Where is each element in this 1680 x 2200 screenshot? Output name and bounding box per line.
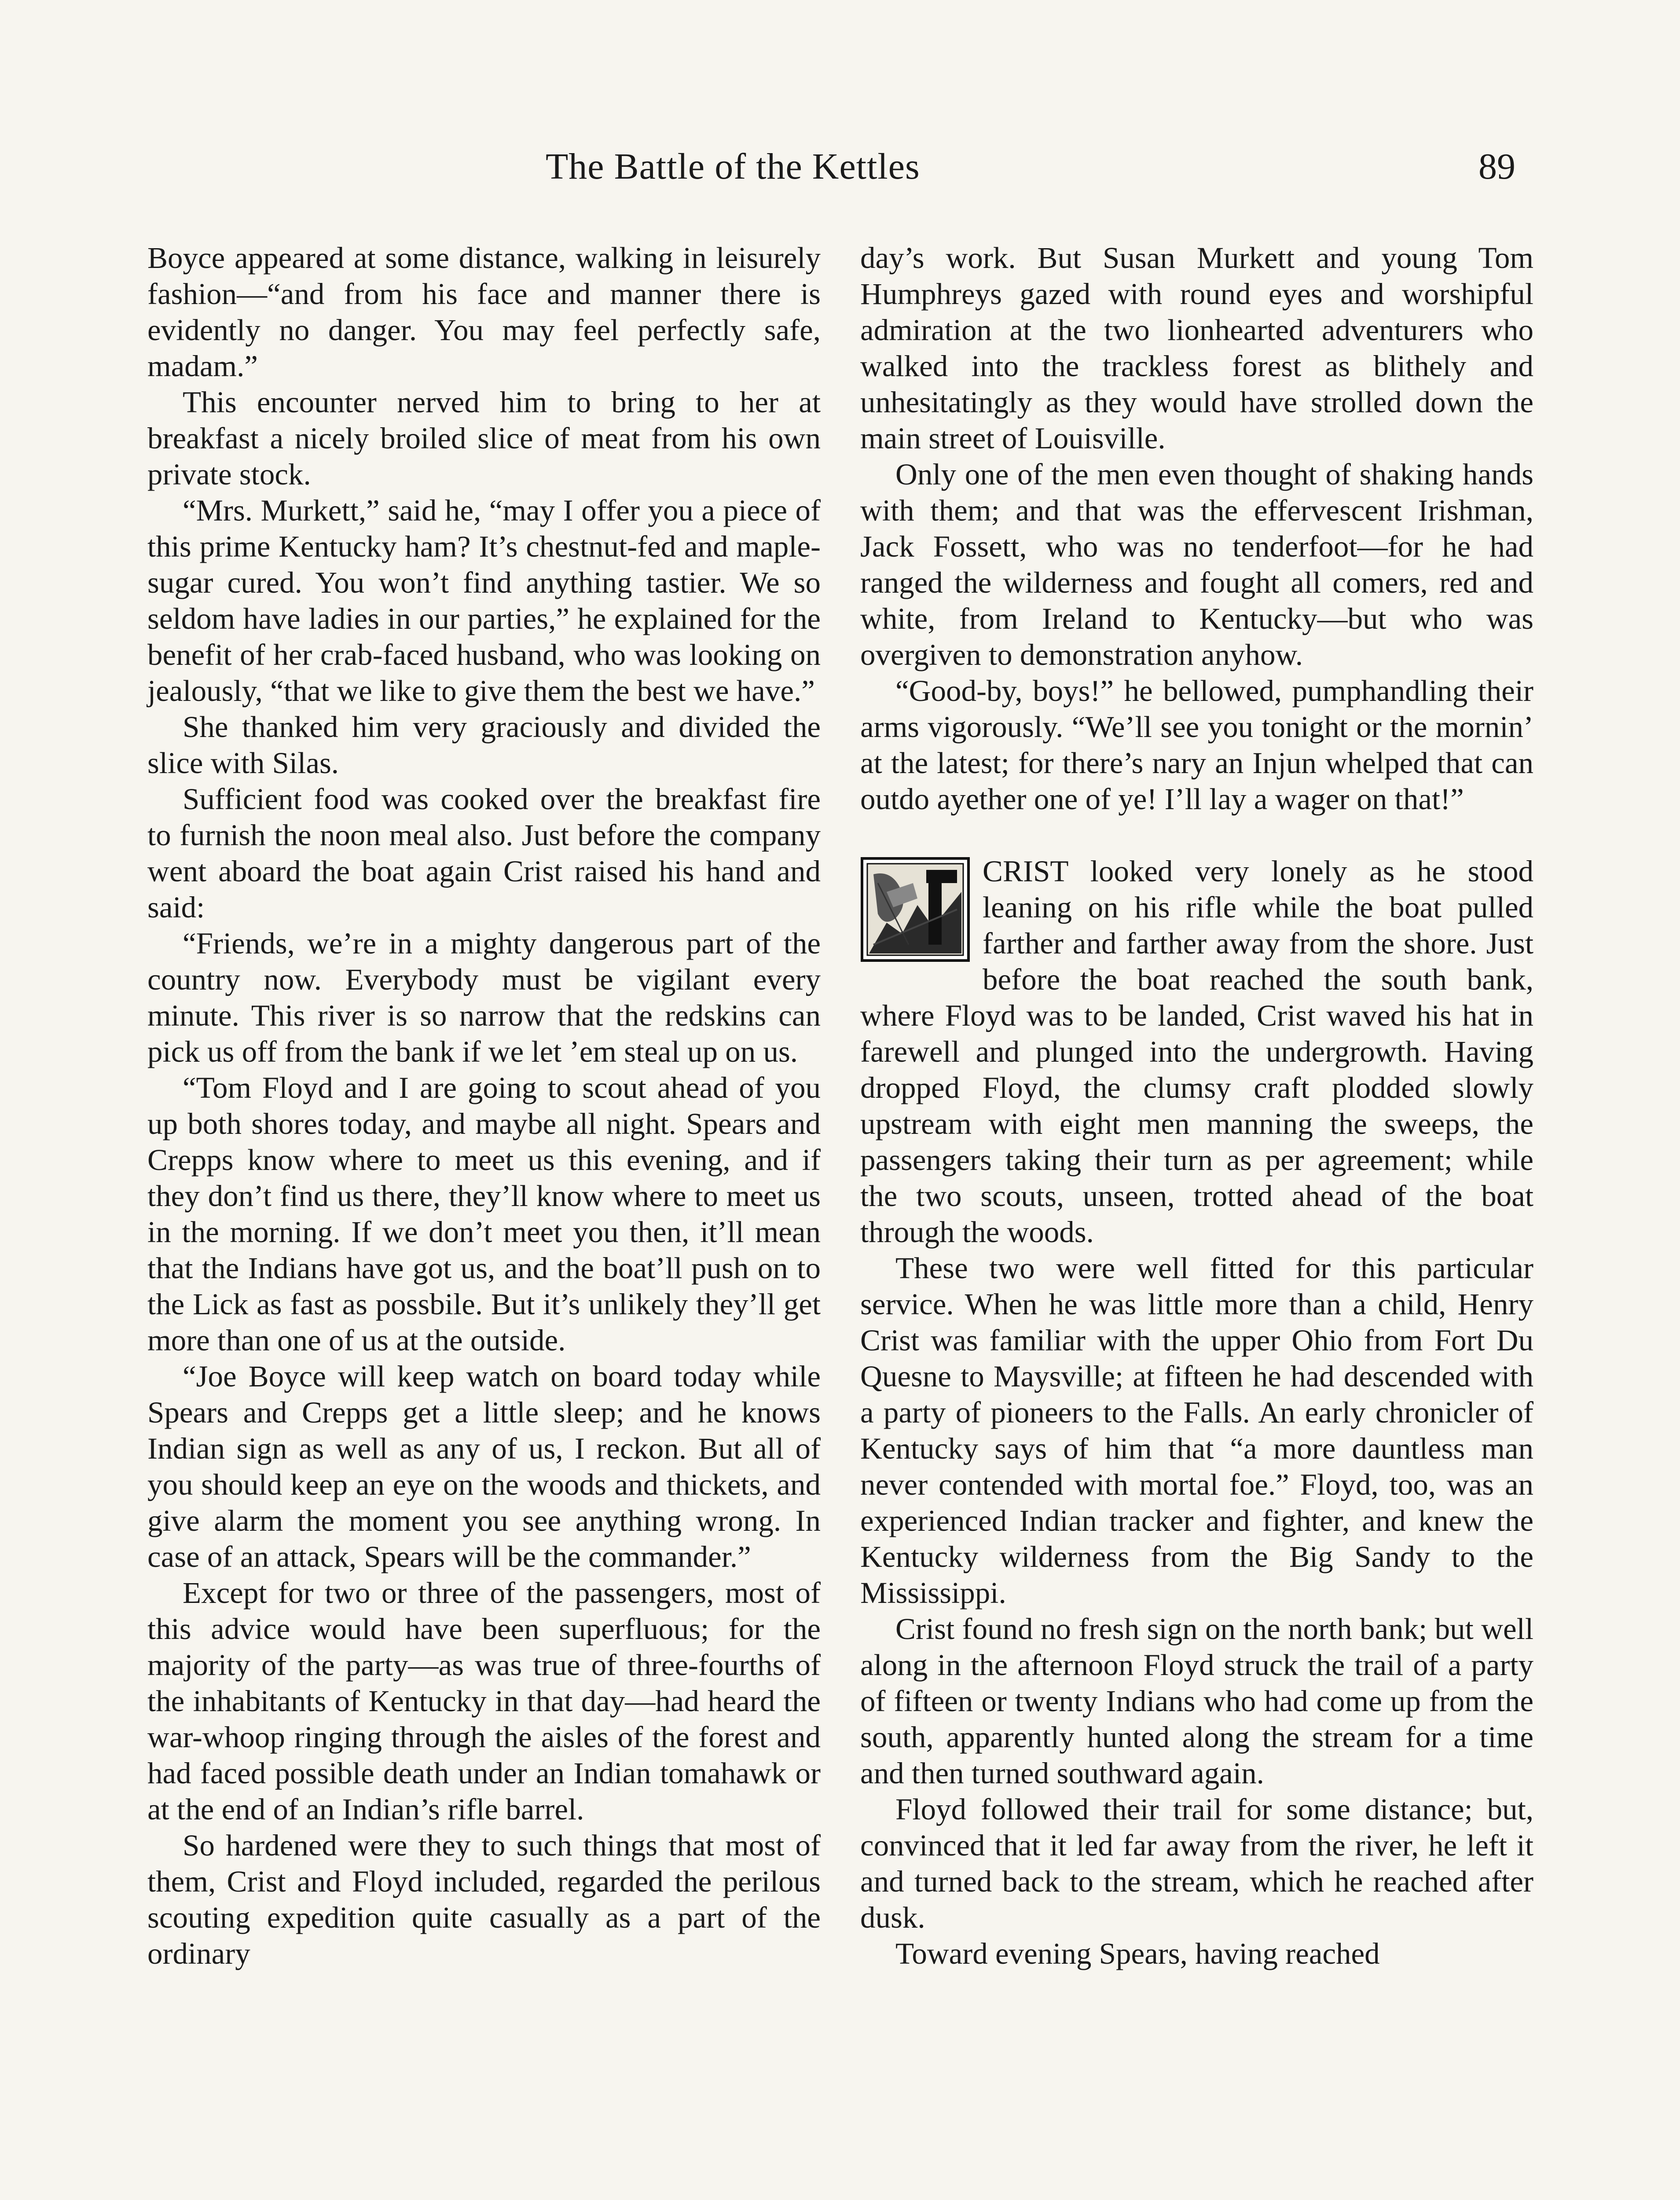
- paragraph: So hardened were they to such things that most of them, Crist and Floyd included, regarded the perilous scouting expedition quite casually as a part of the ordinary: [147, 1829, 821, 1970]
- page-number: 89: [1478, 146, 1515, 187]
- running-title: The Battle of the Kettles: [546, 146, 920, 187]
- dropcap-paragraph: CRIST looked very lonely as he stood leaning on his rifle while the boat pulled farther and farther away from the shore. Just before the boat reached the south bank, where Floyd was to be landed, Crist waved his hat in farewell and plunged into the undergrowth. Having dropped Floyd, the clumsy craft plodded slowly upstream with eight men manning the sweeps, the passengers taking their turn as per agreement; while the two scouts, unseen, trotted ahead of the boat through the woods.: [860, 854, 1533, 1249]
- paragraph: Floyd followed their trail for some distance; but, convinced that it led far away from the river, he left it and turned back to the stream, which he reached after dusk.: [860, 1793, 1533, 1934]
- paragraph: Crist found no fresh sign on the north bank; but well along in the afternoon Floyd struck the trail of a party of fifteen or twenty Indians who had come up from the south, apparently hunted along the stream for a time and then turned southward again.: [860, 1612, 1533, 1790]
- paragraph: Toward evening Spears, having reached: [895, 1937, 1380, 1970]
- paragraph: These two were well fitted for this particular service. When he was little more than a child, Henry Crist was familiar with the upper Ohio from Fort Du Quesne to Maysville; at fifteen he had descended with a party of pioneers to the Falls. An early chronicler of Kentucky says of him that “a more dauntless man never contended with mortal foe.” Floyd, too, was an experienced Indian tracker and fighter, and knew the Kentucky wilderness from the Big Sandy to the Mississippi.: [860, 1251, 1533, 1610]
- paragraph: Boyce appeared at some distance, walking in leisurely fashion—“and from his face and manner there is evidently no danger. You may feel perfectly safe, madam.”: [147, 241, 821, 383]
- paragraph: “Good-by, boys!” he bellowed, pumphandling their arms vigorously. “We’ll see you tonight or the mornin’ at the latest; for there’s nary an Injun whelped that can outdo ayether one of ye! I’ll lay a wager on that!”: [860, 674, 1533, 816]
- paragraph: She thanked him very graciously and divided the slice with Silas.: [147, 710, 821, 780]
- paragraph: day’s work. But Susan Murkett and young Tom Humphreys gazed with round eyes and worshipful admiration at the two lionhearted adventurers who walked into the trackless forest as blithely and unhesitatingly as they would have strolled down the main street of Louisville.: [860, 241, 1533, 455]
- paragraph: Only one of the men even thought of shaking hands with them; and that was the effervescent Irishman, Jack Fossett, who was no tenderfoot—for he had ranged the wilderness and fought all comers, red and white, from Ireland to Kentucky—but who was overgiven to demonstration anyhow.: [860, 458, 1533, 671]
- right-text-column: [860, 240, 1533, 1972]
- paragraph: “Tom Floyd and I are going to scout ahead of you up both shores today, and maybe all night. Spears and Crepps know where to meet us this evening, and if they don’t find us there, they’ll know where to meet us in the morning. If we don’t meet you then, it’ll mean that the Indians have got us, and the boat’ll push on to the Lick as fast as possbile. But it’s unlikely they’ll get more than one of us at the outside.: [147, 1071, 821, 1357]
- paragraph: Except for two or three of the passengers, most of this advice would have been superfluous; for the majority of the party—as was true of three-fourths of the inhabitants of Kentucky in that day—had heard the war-whoop ringing through the aisles of the forest and had faced possible death under an Indian tomahawk or at the end of an Indian’s rifle barrel.: [147, 1576, 821, 1826]
- paragraph: “Joe Boyce will keep watch on board today while Spears and Crepps get a little sleep; and he knows Indian sign as well as any of us, I reckon. But all of you should keep an eye on the woods and thickets, and give alarm the moment you see anything wrong. In case of an attack, Spears will be the commander.”: [147, 1360, 821, 1573]
- paragraph: “Mrs. Murkett,” said he, “may I offer you a piece of this prime Kentucky ham? It’s chestnut-fed and maple-sugar cured. You won’t find anything tastier. We so seldom have ladies in our parties,” he explained for the benefit of her crab-faced husband, who was looking on jealously, “that we like to give them the best we have.”: [147, 494, 821, 708]
- ornate-woodcut-initial-icon: [860, 857, 970, 962]
- paragraph: “Friends, we’re in a mighty dangerous part of the country now. Everybody must be vigilant every minute. This river is so narrow that the redskins can pick us off from the bank if we let ’em steal up on us.: [147, 927, 821, 1068]
- left-text-column: [147, 240, 821, 1972]
- section-break: [860, 817, 1533, 853]
- paragraph: This encounter nerved him to bring to her at breakfast a nicely broiled slice of meat from his own private stock.: [147, 385, 821, 491]
- paragraph: Sufficient food was cooked over the breakfast fire to furnish the noon meal also. Just before the company went aboard the boat again Crist raised his hand and said:: [147, 782, 821, 924]
